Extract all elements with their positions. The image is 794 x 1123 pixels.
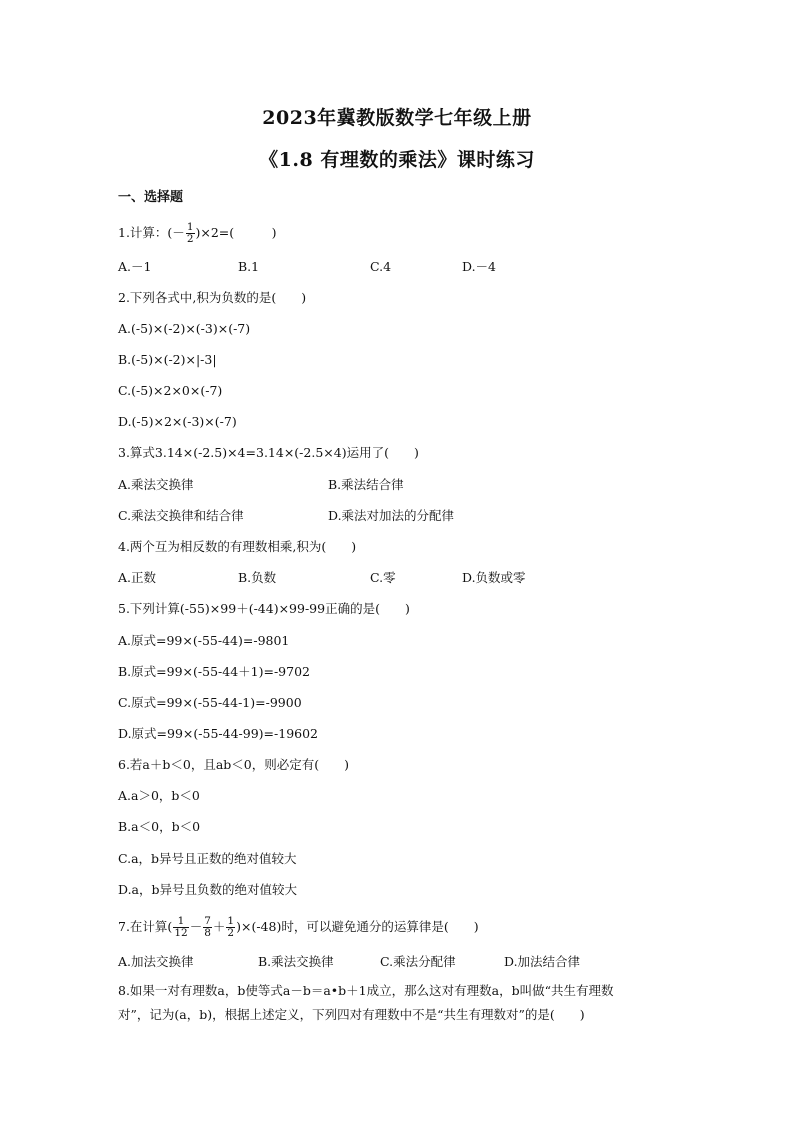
option-d: D.加法结合律 [504, 954, 581, 969]
fraction: $\frac{1}{2}$ [186, 221, 194, 245]
fraction: $\frac{1}{2}$ [227, 915, 235, 939]
question-6-option-d: D.a，b异号且负数的绝对值较大 [118, 882, 298, 897]
option-a: A.正数 [118, 570, 157, 585]
option-c: C.乘法交换律和结合律 [118, 508, 244, 523]
question-4-stem: 4.两个互为相反数的有理数相乘,积为( ) [118, 539, 357, 554]
question-6-stem: 6.若a＋b＜0，且ab＜0，则必定有( ) [118, 757, 349, 772]
option-d: D.－4 [462, 259, 497, 274]
option-a: A.加法交换律 [118, 954, 194, 969]
option-b: B.负数 [238, 570, 277, 585]
option-d: D.乘法对加法的分配律 [328, 508, 455, 523]
option-b: B.乘法交换律 [258, 954, 334, 969]
question-6-option-b: B.a＜0，b＜0 [118, 819, 201, 834]
section-heading: 一、选择题 [118, 190, 184, 205]
option-a: A.乘法交换律 [118, 477, 194, 492]
question-6-option-c: C.a，b异号且正数的绝对值较大 [118, 851, 297, 866]
question-2-option-c: C.(-5)×2×0×(-7) [118, 383, 223, 398]
question-5-option-d: D.原式=99×(-55-44-99)=-19602 [118, 726, 319, 741]
option-a: A.－1 [118, 259, 152, 274]
document-subtitle: 《1.8 有理数的乘法》课时练习 [259, 149, 535, 171]
question-5-option-c: C.原式=99×(-55-44-1)=-9900 [118, 695, 302, 710]
question-2-stem: 2.下列各式中,积为负数的是( ) [118, 290, 307, 305]
option-d: D.负数或零 [462, 570, 526, 585]
option-b: B.1 [238, 259, 260, 274]
option-c: C.4 [370, 259, 392, 274]
question-2-option-a: A.(-5)×(-2)×(-3)×(-7) [118, 321, 251, 336]
question-5-option-a: A.原式=99×(-55-44)=-9801 [118, 633, 290, 648]
fraction: $\frac{7}{8}$ [204, 915, 211, 939]
option-c: C.乘法分配律 [380, 954, 456, 969]
question-2-option-d: D.(-5)×2×(-3)×(-7) [118, 414, 237, 429]
question-2-option-b: B.(-5)×(-2)×|-3| [118, 352, 217, 367]
question-5-stem: 5.下列计算(-55)×99＋(-44)×99-99正确的是( ) [118, 601, 410, 616]
question-8-stem-line2: 对”，记为(a，b)，根据上述定义，下列四对有理数中不是“共生有理数对”的是( ) [118, 1007, 585, 1022]
option-c: C.零 [370, 570, 396, 585]
question-1-stem: 1.计算：(－ $\frac{1}{2}$ )×2=( ) [118, 221, 277, 245]
question-3-stem: 3.算式3.14×(-2.5)×4=3.14×(-2.5×4)运用了( ) [118, 445, 419, 460]
question-7-stem: 7.在计算( $\frac{1}{12}$ － $\frac{7}{8}$ ＋ $\frac{1}{2}$ )×(-48)时，可以避免通分的运算律是( ) [118, 915, 479, 939]
option-b: B.乘法结合律 [328, 477, 404, 492]
question-5-option-b: B.原式=99×(-55-44＋1)=-9702 [118, 664, 310, 679]
question-6-option-a: A.a＞0，b＜0 [118, 788, 200, 803]
document-title: 2023年冀教版数学七年级上册 [262, 107, 532, 129]
question-8-stem-line1: 8.如果一对有理数a，b使等式a－b＝a•b＋1成立，那么这对有理数a，b叫做“共生有理数 [118, 983, 614, 998]
fraction: $\frac{1}{12}$ [174, 915, 188, 939]
